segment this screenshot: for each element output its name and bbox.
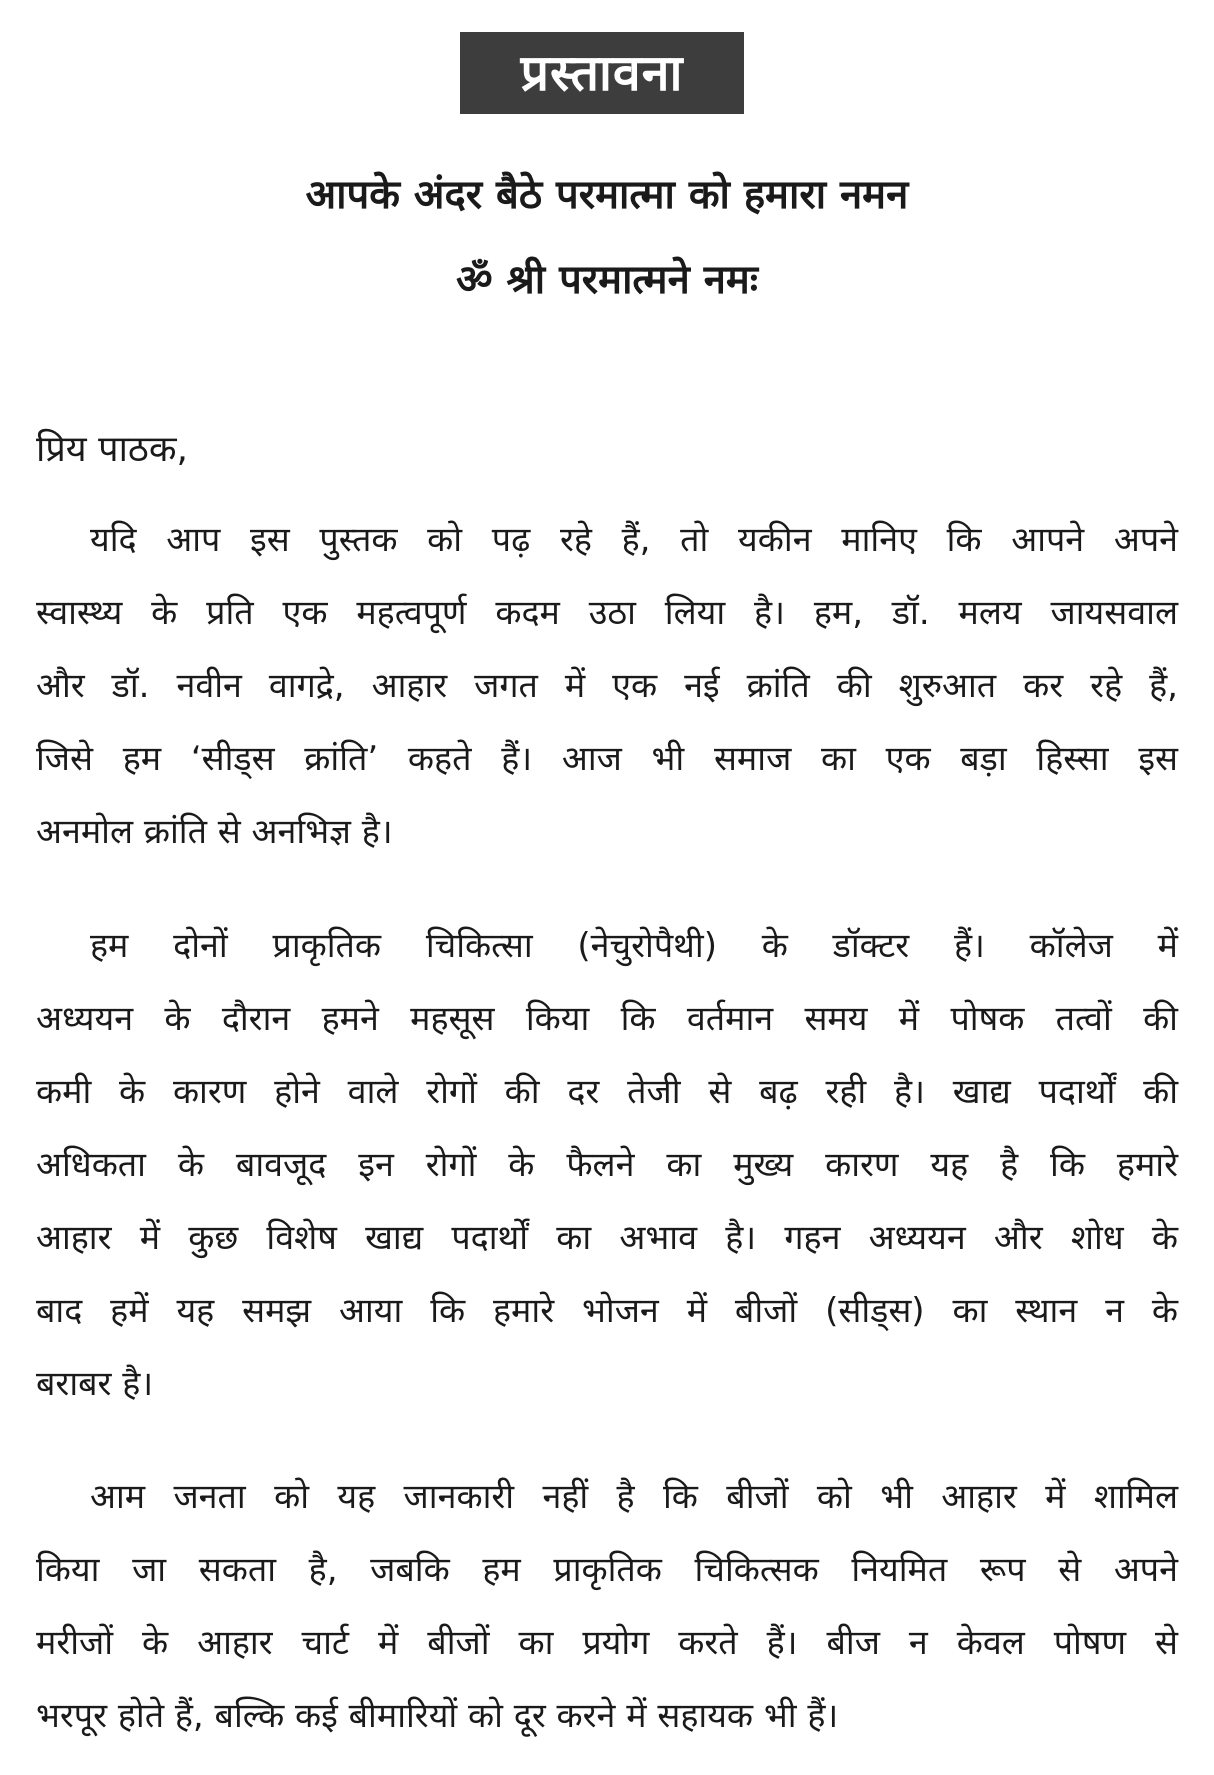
paragraph-line: बाद हमें यह समझ आया कि हमारे भोजन में बीजों (सीड्स) का स्थान न के xyxy=(36,1291,1178,1331)
paragraph-line: भरपूर होते हैं, बल्कि कई बीमारियों को दूर करने में सहायक भी हैं। xyxy=(36,1696,839,1736)
paragraph-line: जिसे हम ‘सीड्स क्रांति’ कहते हैं। आज भी समाज का एक बड़ा हिस्सा इस xyxy=(36,739,1178,779)
paragraph-line: स्वास्थ्य के प्रति एक महत्वपूर्ण कदम उठा लिया है। हम, डॉ. मलय जायसवाल xyxy=(36,593,1178,633)
paragraph-line: किया जा सकता है, जबकि हम प्राकृतिक चिकित्सक नियमित रूप से अपने xyxy=(36,1550,1178,1590)
chapter-title-box xyxy=(460,32,744,114)
paragraph-line: आम जनता को यह जानकारी नहीं है कि बीजों को भी आहार में शामिल xyxy=(90,1477,1178,1517)
paragraph-line: कमी के कारण होने वाले रोगों की दर तेजी से बढ़ रही है। खाद्य पदार्थों की xyxy=(36,1072,1178,1112)
dedication-heading: आपके अंदर बैठे परमात्मा को हमारा नमन xyxy=(305,172,909,218)
chapter-title: प्रस्तावना xyxy=(520,44,684,102)
paragraph-2 xyxy=(36,910,1178,1421)
paragraph-line: यदि आप इस पुस्तक को पढ़ रहे हैं, तो यकीन मानिए कि आपने अपने xyxy=(90,520,1178,560)
paragraph-line: आहार में कुछ विशेष खाद्य पदार्थों का अभाव है। गहन अध्ययन और शोध के xyxy=(36,1218,1178,1258)
salutation: प्रिय पाठक, xyxy=(36,429,188,470)
paragraph-line: अधिकता के बावजूद इन रोगों के फैलने का मुख्य कारण यह है कि हमारे xyxy=(36,1145,1178,1185)
paragraph-line: मरीजों के आहार चार्ट में बीजों का प्रयोग करते हैं। बीज न केवल पोषण से xyxy=(36,1623,1178,1663)
paragraph-line: हम दोनों प्राकृतिक चिकित्सा (नेचुरोपैथी) के डॉक्टर हैं। कॉलेज में xyxy=(90,926,1178,966)
paragraph-3 xyxy=(36,1461,1178,1753)
paragraph-line: और डॉ. नवीन वागद्रे, आहार जगत में एक नई क्रांति की शुरुआत कर रहे हैं, xyxy=(36,666,1178,706)
mantra-heading: ॐ श्री परमात्मने नमः xyxy=(456,257,758,303)
paragraph-line: अध्ययन के दौरान हमने महसूस किया कि वर्तमान समय में पोषक तत्वों की xyxy=(36,999,1178,1039)
paragraph-line: अनमोल क्रांति से अनभिज्ञ है। xyxy=(36,812,393,852)
paragraph-line: बराबर है। xyxy=(36,1364,154,1404)
paragraph-1 xyxy=(36,504,1178,869)
